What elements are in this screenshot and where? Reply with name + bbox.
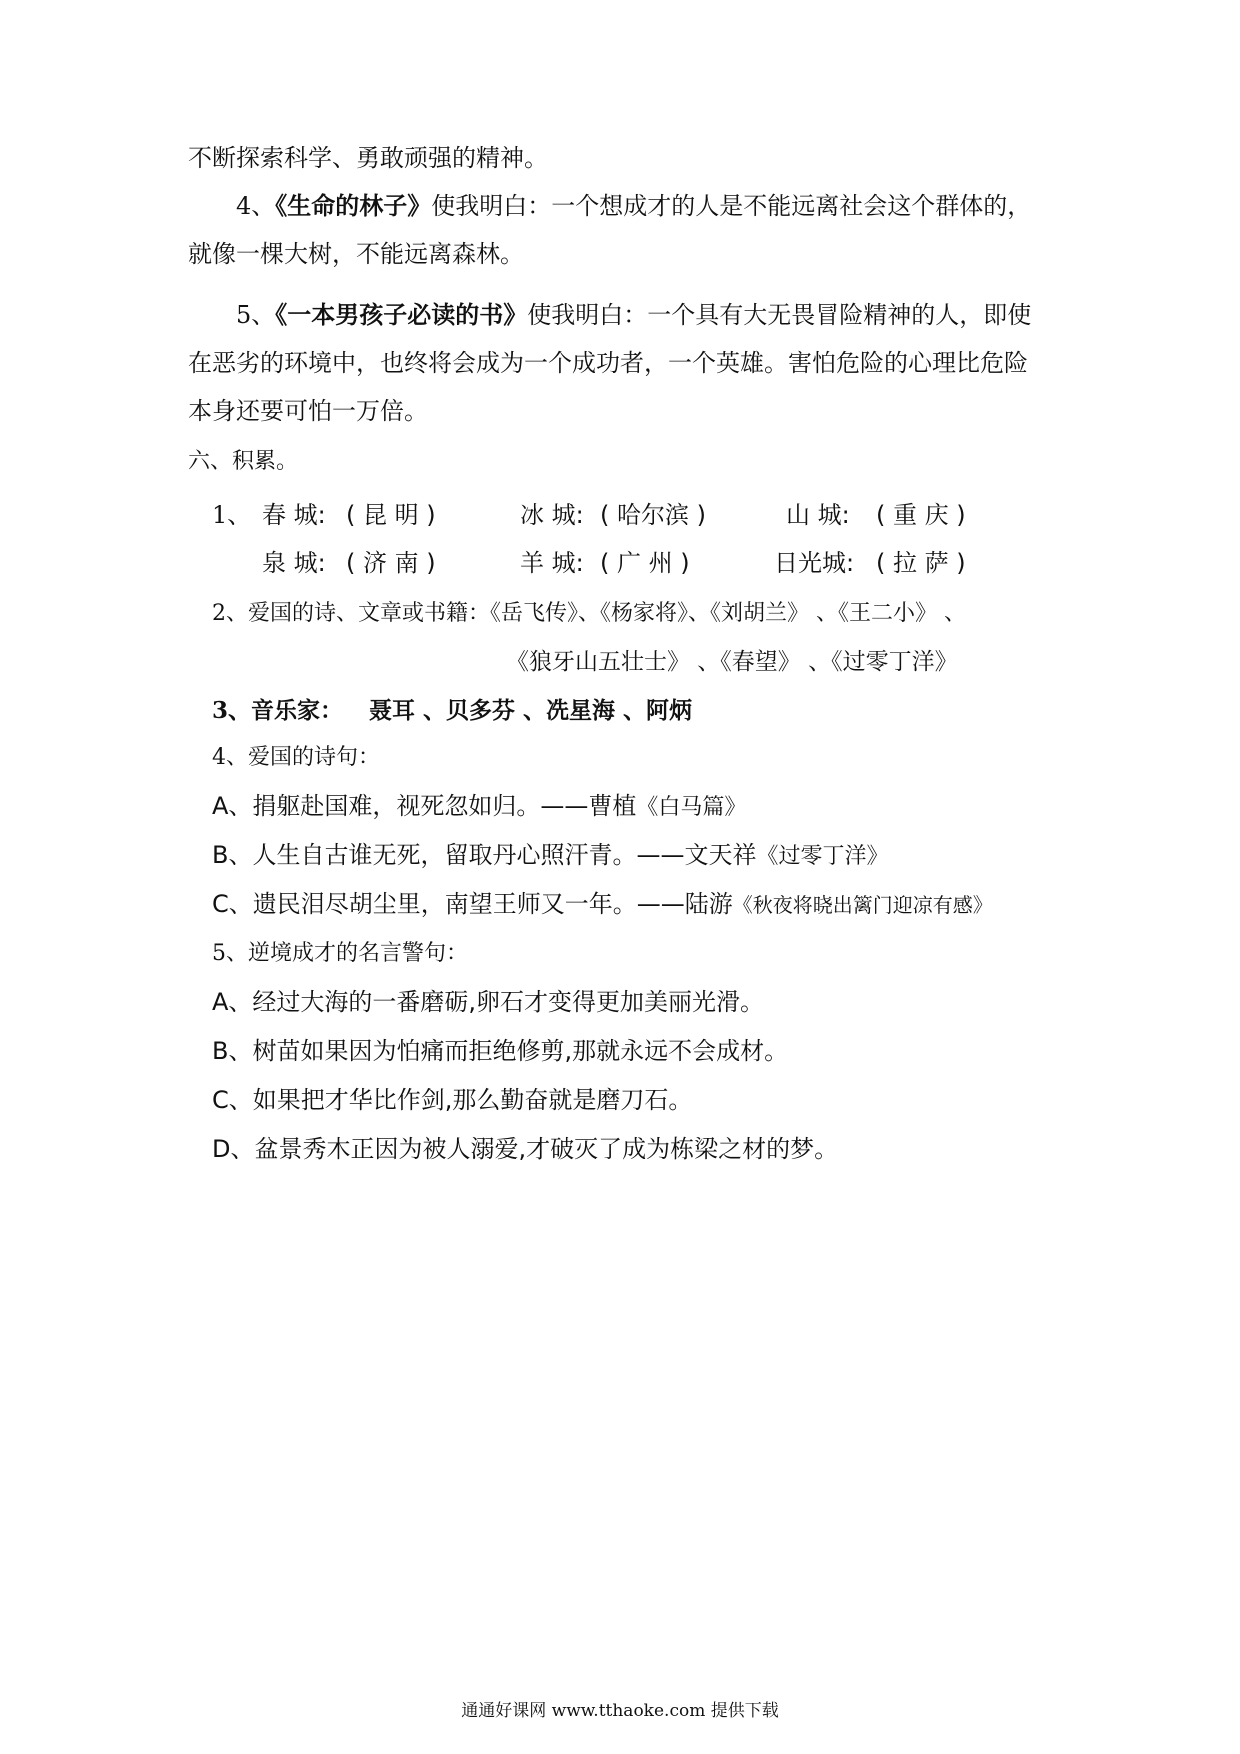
book-title: 《一本男孩子必读的书》 bbox=[275, 301, 528, 329]
city-label: 春 城: bbox=[262, 501, 326, 529]
poem-line bbox=[212, 791, 746, 823]
section-heading: 六、积累。 bbox=[188, 449, 299, 474]
paragraph-text: 一个想成才的人是不能远离社会这个群体的， bbox=[551, 192, 1032, 220]
paragraph-text: 一个具有大无畏冒险精神的人，即使 bbox=[647, 301, 1032, 329]
musicians-item bbox=[212, 696, 692, 726]
poem-source: 《过零丁洋》 bbox=[756, 844, 889, 869]
item-number: 4、 bbox=[236, 192, 276, 220]
musicians-names: 聂耳 、贝多芬 、冼星海 、阿炳 bbox=[369, 697, 693, 724]
poem-text: C、遗民泪尽胡尘里，南望王师又一年。——陆游 bbox=[212, 890, 733, 918]
item-number: 5、 bbox=[236, 301, 276, 329]
poem-source: 《白马篇》 bbox=[636, 795, 747, 820]
book-title: 《生命的林子》 bbox=[275, 192, 432, 220]
paragraph-line: 就像一棵大树，不能远离森林。 bbox=[188, 240, 524, 268]
city-label: 羊 城: bbox=[520, 549, 584, 577]
list-heading: 5、逆境成才的名言警句： bbox=[212, 941, 468, 966]
paragraph-line: 在恶劣的环境中，也终将会成为一个成功者，一个英雄。害怕危险的心理比危险 bbox=[188, 349, 1028, 377]
paragraph-text: 使我明白： bbox=[431, 192, 552, 220]
item-number: 1、 bbox=[212, 501, 252, 529]
paragraph-text: 使我明白： bbox=[527, 301, 648, 329]
city-value: ( 重 庆 ) bbox=[876, 501, 966, 529]
poem-line bbox=[212, 840, 888, 872]
list-item: 2、爱国的诗、文章或书籍：《岳飞传》、《杨家将》、《刘胡兰》 、《王二小》 、 bbox=[212, 601, 966, 626]
paragraph-line: 不断探索科学、勇敢顽强的精神。 bbox=[188, 144, 548, 172]
city-value: ( 济 南 ) bbox=[346, 549, 436, 577]
city-label: 山 城: bbox=[786, 501, 850, 529]
paragraph-5 bbox=[236, 300, 1031, 330]
city-value: ( 拉 萨 ) bbox=[876, 549, 966, 577]
quote-line: B、树苗如果因为怕痛而拒绝修剪,那就永远不会成材。 bbox=[212, 1037, 789, 1065]
paragraph-line: 本身还要可怕一万倍。 bbox=[188, 397, 428, 425]
city-value: ( 昆 明 ) bbox=[346, 501, 436, 529]
city-label: 泉 城: bbox=[262, 549, 326, 577]
quote-line: C、如果把才华比作剑,那么勤奋就是磨刀石。 bbox=[212, 1086, 693, 1114]
quote-line: D、盆景秀木正因为被人溺爱,才破灭了成为栋梁之材的梦。 bbox=[212, 1135, 839, 1163]
list-heading: 4、爱国的诗句： bbox=[212, 745, 380, 770]
quote-line: A、经过大海的一番磨砺,卵石才变得更加美丽光滑。 bbox=[212, 988, 765, 1016]
poem-text: B、人生自古谁无死，留取丹心照汗青。——文天祥 bbox=[212, 841, 757, 869]
city-value: ( 广 州 ) bbox=[600, 549, 690, 577]
city-label: 日光城: bbox=[774, 549, 855, 577]
musicians-label: 3、音乐家： bbox=[212, 697, 344, 724]
poem-line bbox=[212, 889, 993, 920]
list-item-continued: 《狼牙山五壮士》 、《春望》 、《过零丁洋》 bbox=[506, 649, 958, 675]
city-value: ( 哈尔滨 ) bbox=[600, 501, 706, 529]
poem-source: 《秋夜将晓出篱门迎凉有感》 bbox=[732, 893, 993, 917]
city-label: 冰 城: bbox=[520, 501, 584, 529]
paragraph-4 bbox=[236, 191, 1031, 221]
poem-text: A、捐躯赴国难，视死忽如归。——曹植 bbox=[212, 792, 637, 820]
page-footer: 通通好课网 www.tthaoke.com 提供下载 bbox=[461, 1701, 779, 1721]
